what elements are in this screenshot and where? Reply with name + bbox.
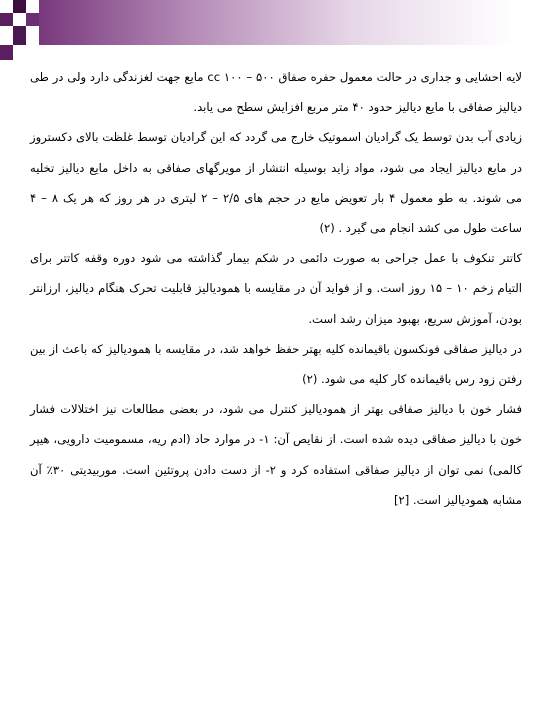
corner-square-decoration — [0, 13, 13, 26]
corner-square-decoration — [26, 13, 39, 26]
corner-square-decoration — [26, 26, 39, 45]
header-gradient-band — [0, 0, 540, 45]
slide-body — [30, 62, 522, 515]
paragraph-blood-pressure: فشار خون با دیالیز صفاقی بهتر از همودیالیز کنترل می شود، در بعضی مطالعات نیز اختلالات فشار خون با دیالیز صفاقی دیده شده است. از نقایص آن: ۱- در موارد حاد (ادم ریه، مسمومیت دارویی، هیپر کالمی) نمی توان از دیالیز صفاقی استفاده کرد و ۲- از دست دادن پروتئین است. موربیدیتی ۳۰٪ آن مشابه همودیالیز است. [۲] — [30, 402, 522, 507]
paragraph-residual-function: در دیالیز صفاقی فونکسون باقیمانده کلیه بهتر حفظ خواهد شد، در مقایسه با همودیالیز که باعث از بین رفتن زود رس باقیمانده کار کلیه می شود. (۲) — [30, 341, 522, 387]
paragraph-peritoneal-layers: لایه احشایی و جداری در حالت معمول حفره صفاق cc ۱۰۰ – ۵۰۰ مایع جهت لغزندگی دارد ولی در طی دیالیز صفاقی با مایع دیالیز حدود ۴۰ متر مربع افزایش سطح می یابد. — [30, 70, 523, 115]
corner-square-decoration — [13, 13, 26, 26]
paragraph-osmotic-gradient: زیادی آب بدن توسط یک گرادیان اسموتیک خارج می گردد که این گرادیان توسط غلظت بالای دکستروز در مایع دیالیز ایجاد می شود، مواد زاید بوسیله انتشار از مویرگهای صفاقی به داخل مایع دیالیز تخلیه می شوند. به طو معمول ۴ بار تعویض مایع در حجم های ۲/۵ – ۲ لیتری در هر روز که هر یک ۸ – ۴ ساعت طول می کشد انجام می گیرد . (۲) — [30, 130, 523, 236]
corner-square-decoration — [13, 0, 26, 13]
corner-square-decoration — [26, 0, 39, 13]
corner-square-decoration — [0, 26, 13, 45]
left-edge-decoration — [0, 45, 13, 60]
corner-square-decoration — [0, 0, 13, 13]
corner-square-decoration — [13, 26, 26, 45]
paragraph-tenckhoff-catheter: کاتتر تنکوف با عمل جراحی به صورت دائمی در شکم بیمار گذاشته می شود دوره وقفه کاتتر برای التیام زخم ۱۰ – ۱۵ روز است. و از فواید آن در مقایسه با همودیالیز قابلیت تحرک هنگام دیالیز، ارزانتر بودن، آموزش سریع، بهبود میزان رشد است. — [30, 251, 522, 326]
